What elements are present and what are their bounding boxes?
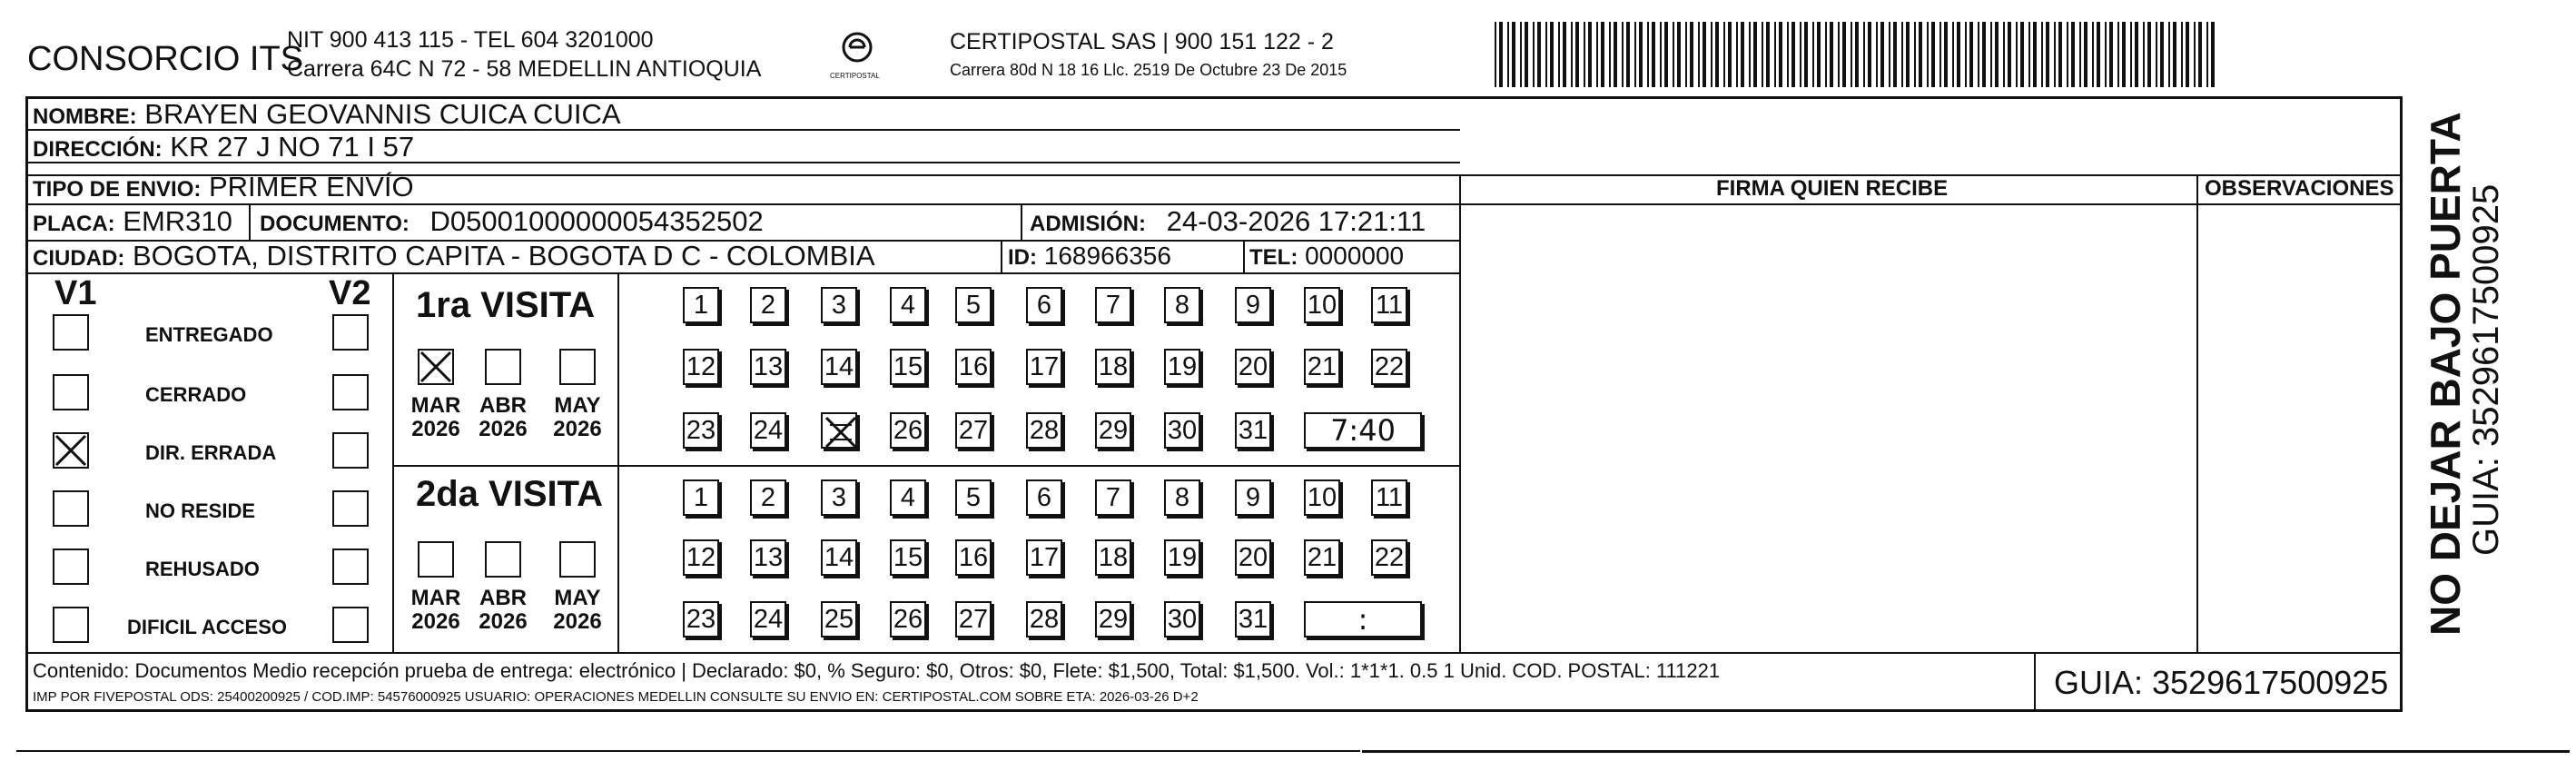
nombre-row	[33, 100, 621, 128]
visita2-month-label-2: MAY 2026	[553, 586, 602, 635]
status-label-0: ENTREGADO	[145, 323, 273, 346]
documento-label: DOCUMENTO:	[260, 212, 410, 236]
id-value: 168966356	[1043, 242, 1171, 270]
visita1-day-15[interactable]: 15	[890, 349, 926, 385]
placa-row	[33, 207, 232, 235]
ciudad-row	[33, 242, 875, 270]
v2-checkbox-0[interactable]	[332, 314, 369, 351]
visita1-day-3[interactable]: 3	[821, 287, 857, 323]
tipo-label: TIPO DE ENVIO:	[33, 177, 202, 202]
visita2-day-9[interactable]: 9	[1235, 479, 1271, 516]
visita1-day-21[interactable]: 21	[1304, 349, 1340, 385]
visita1-day-24[interactable]: 24	[750, 412, 786, 449]
v1-checkbox-5[interactable]	[53, 607, 89, 643]
visita1-day-9[interactable]: 9	[1235, 287, 1271, 323]
visita1-day-4[interactable]: 4	[890, 287, 926, 323]
v1-header: V1	[54, 274, 97, 312]
direccion-label: DIRECCIÓN:	[33, 137, 163, 162]
visita2-day-12[interactable]: 12	[683, 539, 719, 576]
tipo-value: PRIMER ENVÍO	[208, 171, 414, 203]
visita1-title: 1ra VISITA	[416, 285, 596, 325]
visita1-day-17[interactable]: 17	[1026, 349, 1062, 385]
visita2-day-3[interactable]: 3	[821, 479, 857, 516]
certipostal-logo-text: CERTIPOSTAL	[830, 72, 880, 80]
visita2-day-13[interactable]: 13	[750, 539, 786, 576]
visita2-title: 2da VISITA	[416, 474, 603, 514]
v1-checkbox-2[interactable]	[53, 432, 89, 469]
visita1-day-20[interactable]: 20	[1235, 349, 1271, 385]
v2-checkbox-1[interactable]	[332, 374, 369, 410]
id-label: ID:	[1008, 245, 1037, 270]
tel-value: 0000000	[1305, 242, 1405, 270]
visita2-month-checkbox-1[interactable]	[485, 541, 521, 578]
visita2-day-2[interactable]: 2	[750, 479, 786, 516]
visita2-day-27[interactable]: 27	[955, 601, 992, 637]
visita2-day-14[interactable]: 14	[821, 539, 857, 576]
barcode	[1495, 22, 2221, 87]
documento-row	[260, 207, 764, 235]
v2-checkbox-4[interactable]	[332, 549, 369, 585]
visita2-day-19[interactable]: 19	[1164, 539, 1200, 576]
v1-checkbox-0[interactable]	[53, 314, 89, 351]
visita2-day-16[interactable]: 16	[955, 539, 992, 576]
admision-row	[1030, 207, 1426, 235]
visita1-day-13[interactable]: 13	[750, 349, 786, 385]
visita1-month-checkbox-1[interactable]	[485, 349, 521, 385]
visita2-month-checkbox-0[interactable]	[418, 541, 454, 578]
visita1-day-10[interactable]: 10	[1304, 287, 1340, 323]
visita2-day-15[interactable]: 15	[890, 539, 926, 576]
visita1-day-29[interactable]: 29	[1095, 412, 1131, 449]
visita1-month-label-1: ABR 2026	[479, 393, 528, 442]
status-label-1: CERRADO	[145, 383, 247, 406]
company-nit: NIT 900 413 115 - TEL 604 3201000	[287, 27, 654, 53]
v2-header: V2	[329, 274, 371, 312]
visita1-day-7[interactable]: 7	[1095, 287, 1131, 323]
visita2-day-31[interactable]: 31	[1235, 601, 1271, 637]
status-label-4: REHUSADO	[145, 558, 260, 580]
visita1-day-6[interactable]: 6	[1026, 287, 1062, 323]
visita2-month-label-1: ABR 2026	[479, 586, 528, 635]
visita2-day-10[interactable]: 10	[1304, 479, 1340, 516]
visita2-month-label-0: MAR 2026	[410, 586, 461, 635]
visita2-day-17[interactable]: 17	[1026, 539, 1062, 576]
visita2-day-6[interactable]: 6	[1026, 479, 1062, 516]
visita1-day-16[interactable]: 16	[955, 349, 992, 385]
visita1-day-12[interactable]: 12	[683, 349, 719, 385]
visita1-month-label-2: MAY 2026	[553, 393, 602, 442]
visita1-day-31[interactable]: 31	[1235, 412, 1271, 449]
direccion-value: KR 27 J NO 71 I 57	[170, 131, 415, 163]
visita2-day-26[interactable]: 26	[890, 601, 926, 637]
visita1-day-25[interactable]	[821, 412, 857, 449]
v2-checkbox-2[interactable]	[332, 432, 369, 469]
visita2-day-5[interactable]: 5	[955, 479, 992, 516]
visita1-day-26[interactable]: 26	[890, 412, 926, 449]
documento-value: D05001000000054352502	[429, 205, 764, 237]
nombre-value: BRAYEN GEOVANNIS CUICA CUICA	[144, 98, 621, 130]
company-name: CONSORCIO ITS	[27, 40, 304, 78]
no-dejar-bajo-puerta: NO DEJAR BAJO PUERTA	[2422, 112, 2469, 636]
bottom-line-right	[1362, 750, 2570, 753]
visita1-day-18[interactable]: 18	[1095, 349, 1131, 385]
visita1-day-22[interactable]: 22	[1371, 349, 1407, 385]
visita1-month-checkbox-2[interactable]	[559, 349, 596, 385]
visita2-day-29[interactable]: 29	[1095, 601, 1131, 637]
footer-content: Contenido: Documentos Medio recepción prueba de entrega: electrónico | Declarado: $0, % Seguro: $0, Otros: $0, Flete: $1,500, Total: $1,500. Vol.: 1*1*1. 0.5 1 Unid. COD. POSTAL: 111221	[33, 659, 1721, 682]
visita2-day-4[interactable]: 4	[890, 479, 926, 516]
tipo-row	[33, 173, 414, 201]
visita2-day-11[interactable]: 11	[1371, 479, 1407, 516]
visita2-day-24[interactable]: 24	[750, 601, 786, 637]
status-label-2: DIR. ERRADA	[145, 441, 277, 464]
placa-value: EMR310	[123, 205, 232, 237]
visita2-day-20[interactable]: 20	[1235, 539, 1271, 576]
v1-checkbox-4[interactable]	[53, 549, 89, 585]
visita2-day-8[interactable]: 8	[1164, 479, 1200, 516]
observaciones-header: OBSERVACIONES	[2205, 176, 2394, 201]
carrier-address: Carrera 80d N 18 16 Llc. 2519 De Octubre 23 De 2015	[950, 61, 1347, 79]
carrier-name: CERTIPOSTAL SAS | 900 151 122 - 2	[950, 29, 1334, 54]
visita1-day-1[interactable]: 1	[683, 287, 719, 323]
visita2-month-checkbox-2[interactable]	[559, 541, 596, 578]
tel-label: TEL:	[1249, 245, 1298, 270]
visita2-day-30[interactable]: 30	[1164, 601, 1200, 637]
placa-label: PLACA:	[33, 212, 115, 236]
visita1-day-2[interactable]: 2	[750, 287, 786, 323]
id-row	[1008, 243, 1171, 269]
visita1-month-checkbox-0[interactable]	[418, 349, 454, 385]
v1-checkbox-1[interactable]	[53, 374, 89, 410]
side-guia: GUIA: 3529617500925	[2466, 183, 2506, 556]
v2-checkbox-3[interactable]	[332, 490, 369, 527]
firma-header: FIRMA QUIEN RECIBE	[1716, 176, 1949, 201]
v2-checkbox-5[interactable]	[332, 607, 369, 643]
visita2-day-7[interactable]: 7	[1095, 479, 1131, 516]
visita2-day-28[interactable]: 28	[1026, 601, 1062, 637]
admision-value: 24-03-2026 17:21:11	[1166, 205, 1426, 237]
visita2-day-21[interactable]: 21	[1304, 539, 1340, 576]
footer-imp: IMP POR FIVEPOSTAL ODS: 25400200925 / COD.IMP: 54576000925 USUARIO: OPERACIONES MEDELLIN CONSULTE SU ENVIO EN: CERTIPOSTAL.COM SOBRE ETA: 2026-03-26 D+2	[33, 689, 1199, 705]
direccion-row	[33, 133, 414, 161]
ciudad-value: BOGOTA, DISTRITO CAPITA - BOGOTA D C - COLOMBIA	[132, 240, 875, 272]
v1-checkbox-3[interactable]	[53, 490, 89, 527]
nombre-label: NOMBRE:	[33, 104, 137, 129]
visita1-time-field[interactable]: 7:40	[1304, 412, 1422, 449]
visita1-day-30[interactable]: 30	[1164, 412, 1200, 449]
visita2-time-field[interactable]: :	[1304, 601, 1422, 637]
visita1-month-label-0: MAR 2026	[410, 393, 461, 442]
visita2-day-18[interactable]: 18	[1095, 539, 1131, 576]
visita2-day-1[interactable]: 1	[683, 479, 719, 516]
visita1-day-14[interactable]: 14	[821, 349, 857, 385]
footer-guia: GUIA: 3529617500925	[2054, 664, 2389, 701]
bottom-line	[16, 750, 1360, 752]
visita1-day-5[interactable]: 5	[955, 287, 992, 323]
visita1-day-11[interactable]: 11	[1371, 287, 1407, 323]
tel-row	[1249, 243, 1404, 269]
visita1-day-27[interactable]: 27	[955, 412, 992, 449]
ciudad-label: CIUDAD:	[33, 246, 125, 271]
visita2-day-25[interactable]: 25	[821, 601, 857, 637]
visita1-day-19[interactable]: 19	[1164, 349, 1200, 385]
visita1-day-28[interactable]: 28	[1026, 412, 1062, 449]
admision-label: ADMISIÓN:	[1030, 212, 1146, 236]
visita2-day-22[interactable]: 22	[1371, 539, 1407, 576]
status-label-3: NO RESIDE	[145, 499, 256, 522]
visita1-day-23[interactable]: 23	[683, 412, 719, 449]
status-label-5: DIFICIL ACCESO	[127, 616, 288, 638]
visita1-day-8[interactable]: 8	[1164, 287, 1200, 323]
company-address: Carrera 64C N 72 - 58 MEDELLIN ANTIOQUIA	[287, 56, 762, 82]
visita2-day-23[interactable]: 23	[683, 601, 719, 637]
